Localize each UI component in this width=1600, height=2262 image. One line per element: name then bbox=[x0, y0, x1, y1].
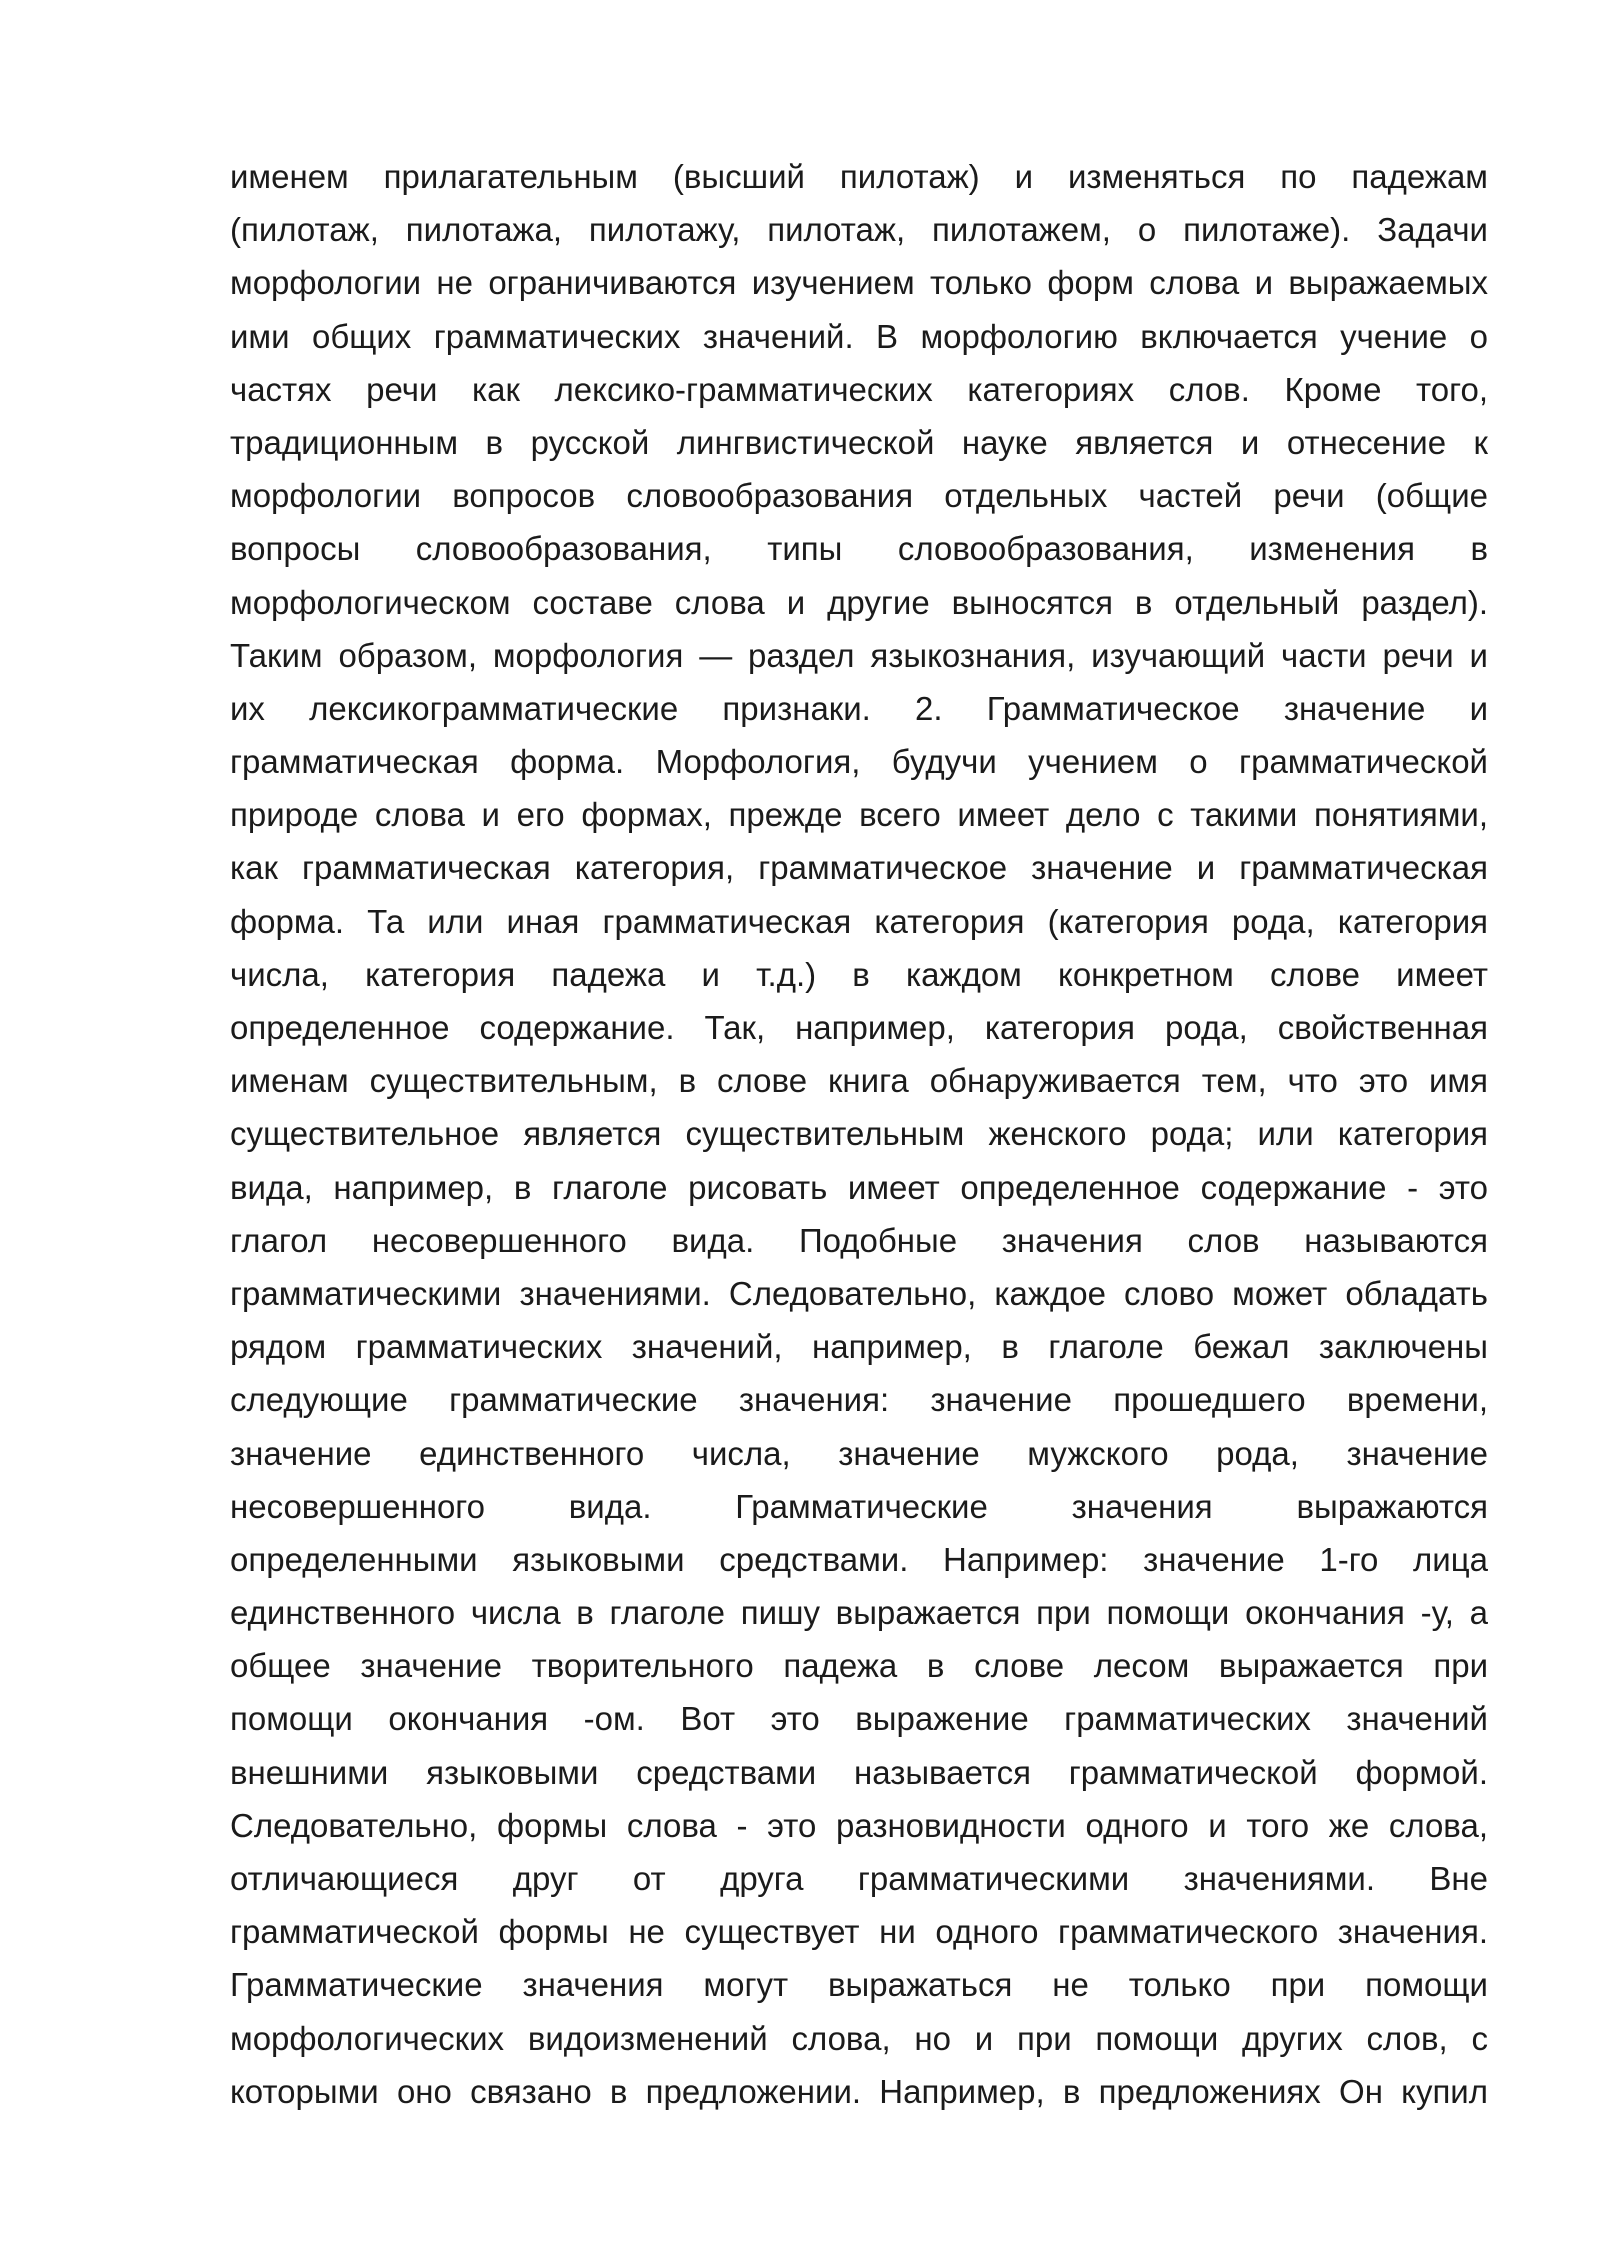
text-line: грамматическими значениями. Следовательно, каждое слово может обладать bbox=[230, 1274, 1488, 1312]
text-line: глагол несовершенного вида. Подобные значения слов называются bbox=[230, 1221, 1488, 1259]
text-line: форма. Та или иная грамматическая категория (категория рода, категория bbox=[230, 902, 1488, 940]
text-line: определенными языковыми средствами. Например: значение 1-го лица bbox=[230, 1540, 1488, 1578]
text-line: следующие грамматические значения: значение прошедшего времени, bbox=[230, 1381, 1488, 1419]
text-line: значение единственного числа, значение мужского рода, значение bbox=[230, 1434, 1488, 1472]
body-text bbox=[230, 150, 1488, 2118]
text-line: внешними языковыми средствами называется грамматической формой. bbox=[230, 1753, 1488, 1791]
text-line: морфологическом составе слова и другие выносятся в отдельный раздел). bbox=[230, 583, 1488, 621]
text-line: единственного числа в глаголе пишу выражается при помощи окончания -у, а bbox=[230, 1594, 1488, 1632]
text-line: числа, категория падежа и т.д.) в каждом конкретном слове имеет bbox=[230, 955, 1488, 993]
text-line: морфологических видоизменений слова, но и при помощи других слов, с bbox=[230, 2019, 1488, 2057]
text-line: определенное содержание. Так, например, категория рода, свойственная bbox=[230, 1009, 1488, 1046]
text-line: природе слова и его формах, прежде всего имеет дело с такими понятиями, bbox=[230, 796, 1488, 834]
text-line: несовершенного вида. Грамматические значения выражаются bbox=[230, 1487, 1488, 1525]
text-line: Таким образом, морфология — раздел языкознания, изучающий части речи и bbox=[230, 636, 1488, 674]
text-line: частях речи как лексико-грамматических категориях слов. Кроме того, bbox=[230, 370, 1488, 408]
text-line: рядом грамматических значений, например, в глаголе бежал заключены bbox=[230, 1328, 1488, 1366]
text-line: именем прилагательным (высший пилотаж) и изменяться по падежам bbox=[230, 158, 1488, 195]
text-line: (пилотаж, пилотажа, пилотажу, пилотаж, пилотажем, о пилотаже). Задачи bbox=[230, 211, 1488, 249]
text-line: общее значение творительного падежа в слове лесом выражается при bbox=[230, 1647, 1488, 1685]
text-line: морфологии не ограничиваются изучением только форм слова и выражаемых bbox=[230, 264, 1488, 302]
text-line: которыми оно связано в предложении. Например, в предложениях Он купил bbox=[230, 2072, 1488, 2110]
text-line: существительное является существительным женского рода; или категория bbox=[230, 1115, 1488, 1153]
text-line: вопросы словообразования, типы словообразования, изменения в bbox=[230, 530, 1488, 568]
text-line: отличающиеся друг от друга грамматическими значениями. Вне bbox=[230, 1860, 1488, 1897]
text-line: как грамматическая категория, грамматическое значение и грамматическая bbox=[230, 849, 1488, 887]
text-line: традиционным в русской лингвистической науке является и отнесение к bbox=[230, 423, 1488, 461]
text-line: грамматической формы не существует ни одного грамматического значения. bbox=[230, 1913, 1488, 1951]
text-line: вида, например, в глаголе рисовать имеет определенное содержание - это bbox=[230, 1168, 1488, 1206]
text-line: Следовательно, формы слова - это разновидности одного и того же слова, bbox=[230, 1806, 1488, 1844]
text-line: грамматическая форма. Морфология, будучи учением о грамматической bbox=[230, 743, 1488, 781]
text-line: именам существительным, в слове книга обнаруживается тем, что это имя bbox=[230, 1062, 1488, 1100]
text-line: морфологии вопросов словообразования отдельных частей речи (общие bbox=[230, 477, 1488, 515]
text-line: их лексикограмматические признаки. 2. Грамматическое значение и bbox=[230, 689, 1488, 727]
text-line: ими общих грамматических значений. В морфологию включается учение о bbox=[230, 317, 1488, 355]
text-line: помощи окончания -ом. Вот это выражение грамматических значений bbox=[230, 1700, 1488, 1738]
text-line: Грамматические значения могут выражаться не только при помощи bbox=[230, 1966, 1488, 2004]
